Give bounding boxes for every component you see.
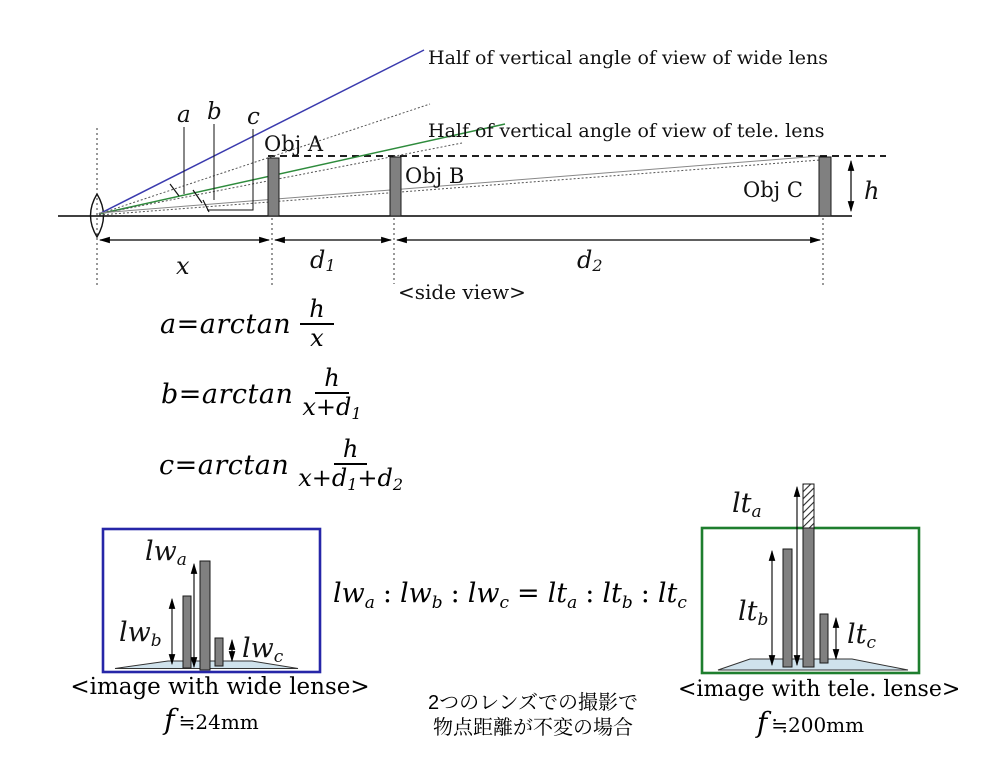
obj-c-label: Obj C	[743, 178, 803, 202]
obj-b-label: Obj B	[405, 164, 465, 188]
bar-ltb	[783, 549, 792, 667]
formula-c-numerator: h	[334, 437, 367, 465]
wide-image-diagram	[103, 529, 320, 672]
formula-c-denominator: x+d1+d2	[298, 464, 404, 495]
angle-b-label: b	[207, 99, 222, 125]
formula-c-lhs: c=arctan	[159, 449, 290, 481]
bar-lwc	[215, 638, 223, 666]
wide-image-frame	[103, 529, 320, 672]
japanese-note-line2: 物点距離が不変の場合	[433, 717, 633, 739]
obj-a-label: Obj A	[264, 132, 324, 156]
ratio-equation: $lw_a$ : $lw_b$ : $lw_c = lt_a$ : $lt_b$ : $lt_c$	[333, 578, 687, 613]
tele-angle-label: Half of vertical angle of view of tele. lens	[428, 120, 825, 142]
angle-tick-c	[203, 200, 209, 212]
japanese-note	[393, 691, 673, 741]
formula-b-denominator: x+d1	[302, 393, 362, 424]
ratio-term-lwa: $lw_a$	[333, 578, 375, 613]
angle-a-label: a	[177, 102, 191, 128]
tele-image-caption: <image with tele. lense>	[678, 677, 961, 702]
side-view-diagram	[58, 47, 886, 304]
tele-image-diagram	[702, 484, 919, 673]
tele-focal-length: f ≒200mm	[756, 706, 865, 739]
bar-lta	[803, 528, 814, 667]
ratio-term-lwc: $lw_c$	[467, 578, 510, 613]
formula-b	[161, 366, 362, 423]
wide-angle-line	[99, 50, 424, 214]
wide-angle-label: Half of vertical angle of view of wide lens	[428, 47, 828, 69]
ratio-term-ltc: $lt_c$	[657, 578, 687, 613]
formula-a-fraction	[300, 297, 333, 351]
label-lwa: lwa	[145, 536, 187, 570]
formula-b-numerator: h	[315, 366, 348, 394]
formula-a-denominator: x	[310, 324, 324, 353]
dim-d2-label: d2	[577, 246, 603, 275]
formula-a	[160, 297, 334, 351]
side-view-label: <side view>	[398, 280, 526, 304]
dim-d1-label: d1	[310, 246, 336, 275]
obj-c-bar	[819, 157, 831, 216]
bar-lwa	[200, 561, 210, 670]
formula-b-fraction	[302, 366, 361, 423]
angle-c-label: c	[247, 104, 260, 130]
formula-c-fraction	[298, 437, 403, 494]
sightline-obj-a	[99, 104, 430, 214]
dim-x-label: x	[176, 252, 190, 280]
formula-a-numerator: h	[300, 297, 333, 325]
obj-b-bar	[390, 157, 401, 216]
wide-image-caption: <image with wide lense>	[70, 674, 370, 700]
formula-a-lhs: a=arctan	[160, 308, 292, 340]
ratio-term-lwb: $lw_b$	[400, 578, 443, 613]
height-label: h	[864, 177, 880, 205]
japanese-note-line1: 2つのレンズでの撮影で	[427, 692, 639, 714]
label-ltc: ltc	[847, 619, 877, 653]
bar-ltc	[820, 614, 828, 663]
formula-c	[159, 437, 403, 494]
label-lwb: lwb	[119, 617, 162, 651]
ratio-term-lta: $lt_a$	[547, 578, 578, 613]
bar-lta-clipped-top	[803, 484, 814, 528]
ratio-term-ltb: $lt_b$	[602, 578, 633, 613]
wide-focal-length: f ≒24mm	[164, 703, 259, 736]
bar-lwb	[183, 596, 191, 668]
label-ltb: ltb	[738, 596, 769, 630]
label-lta: lta	[732, 488, 762, 522]
obj-a-bar	[268, 158, 279, 216]
formula-b-lhs: b=arctan	[161, 378, 294, 410]
label-lwc: lwc	[242, 633, 284, 667]
